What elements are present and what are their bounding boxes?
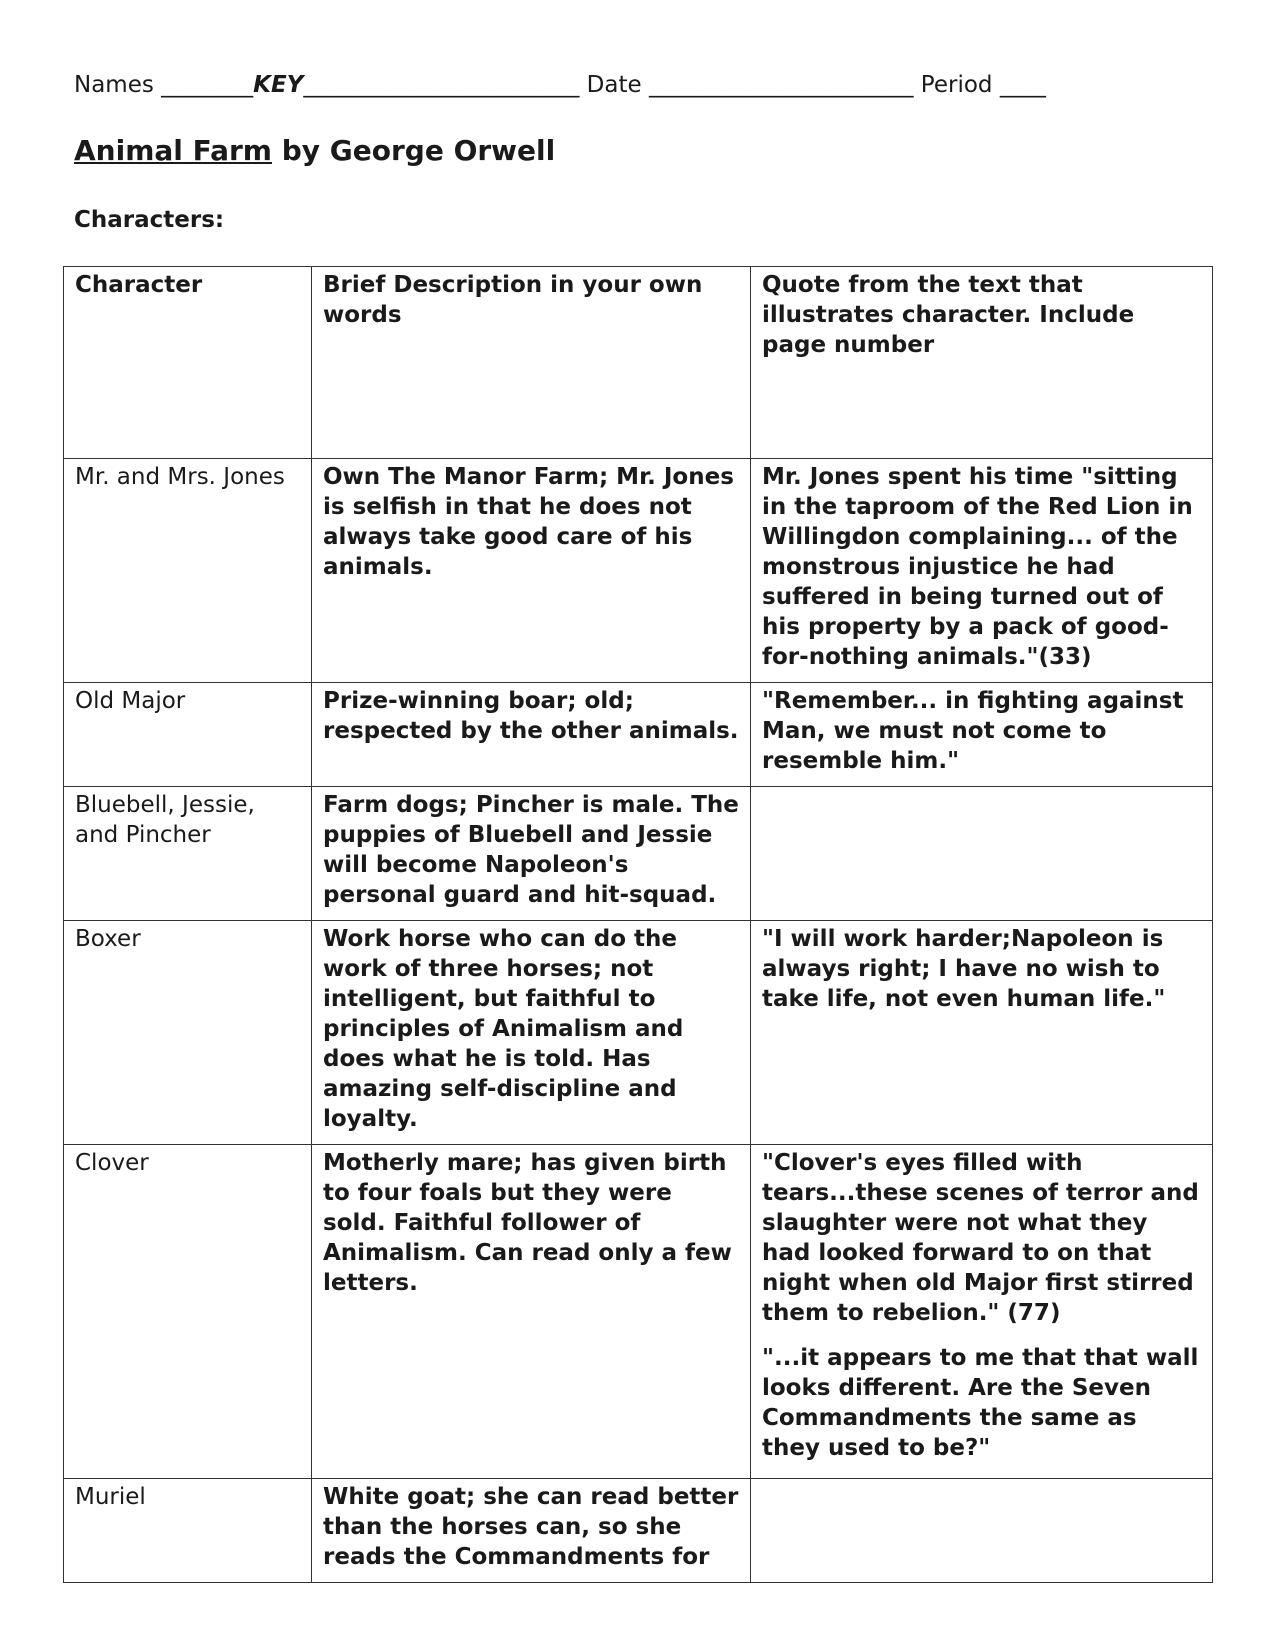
date-blank: _______________________ (648, 72, 914, 98)
character-name: Boxer (64, 921, 312, 1145)
table-row (64, 459, 1213, 683)
period-blank: ____ (999, 72, 1046, 98)
character-description: Farm dogs; Pincher is male. The puppies of Bluebell and Jessie will become Napoleon's personal guard and hit-squad. (312, 787, 751, 921)
character-quote-cell (751, 1479, 1213, 1583)
character-name: Bluebell, Jessie, and Pincher (64, 787, 312, 921)
character-quote: "Clover's eyes filled with tears...these scenes of terror and slaughter were not what they had looked forward to on that night when old Major first stirred them to rebelion." (77) (762, 1150, 1199, 1326)
character-description: White goat; she can read better than the horses can, so she reads the Commandments for (312, 1479, 751, 1583)
character-name: Mr. and Mrs. Jones (64, 459, 312, 683)
table-row (64, 787, 1213, 921)
character-quote: "I will work harder;Napoleon is always right; I have no wish to take life, not even human life." (762, 926, 1166, 1012)
table-row (64, 921, 1213, 1145)
characters-table (63, 266, 1213, 1583)
header-description: Brief Description in your own words (312, 267, 751, 459)
table-row (64, 683, 1213, 787)
book-title: Animal Farm (74, 134, 272, 167)
character-quote-cell (751, 787, 1213, 921)
names-value: KEY (253, 72, 304, 98)
period-label: Period (920, 72, 993, 98)
date-label: Date (586, 72, 642, 98)
character-quote-cell (751, 921, 1213, 1145)
character-description: Motherly mare; has given birth to four foals but they were sold. Faithful follower of Animalism. Can read only a few letters. (312, 1145, 751, 1479)
character-name: Muriel (64, 1479, 312, 1583)
character-quote: Mr. Jones spent his time "sitting in the taproom of the Red Lion in Willingdon complaining... of the monstrous injustice he had suffered in being turned out of his property by a pack of good-for-nothing animals."(33) (762, 464, 1193, 670)
header-fields (74, 72, 1194, 98)
section-label: Characters: (74, 207, 225, 233)
table-row (64, 1479, 1213, 1583)
character-quote: "...it appears to me that that wall looks different. Are the Seven Commandments the same as they used to be?" (762, 1345, 1199, 1461)
character-quote-cell (751, 683, 1213, 787)
character-description: Work horse who can do the work of three horses; not intelligent, but faithful to principles of Animalism and does what he is told. Has amazing self-discipline and loyalty. (312, 921, 751, 1145)
character-description: Own The Manor Farm; Mr. Jones is selfish in that he does not always take good care of his animals. (312, 459, 751, 683)
table-row (64, 1145, 1213, 1479)
character-quote-cell (751, 1145, 1213, 1479)
character-description: Prize-winning boar; old; respected by the other animals. (312, 683, 751, 787)
page-title (74, 134, 555, 167)
character-quote: "Remember... in fighting against Man, we must not come to resemble him." (762, 688, 1184, 774)
character-name: Old Major (64, 683, 312, 787)
names-blank-before: ________ (161, 72, 254, 98)
author-text: by George Orwell (271, 134, 556, 167)
header-quote: Quote from the text that illustrates character. Include page number (751, 267, 1213, 459)
table-header-row (64, 267, 1213, 459)
names-label: Names (74, 72, 154, 98)
names-blank-after: ________________________ (303, 72, 580, 98)
header-character: Character (64, 267, 312, 459)
character-name: Clover (64, 1145, 312, 1479)
character-quote-cell (751, 459, 1213, 683)
